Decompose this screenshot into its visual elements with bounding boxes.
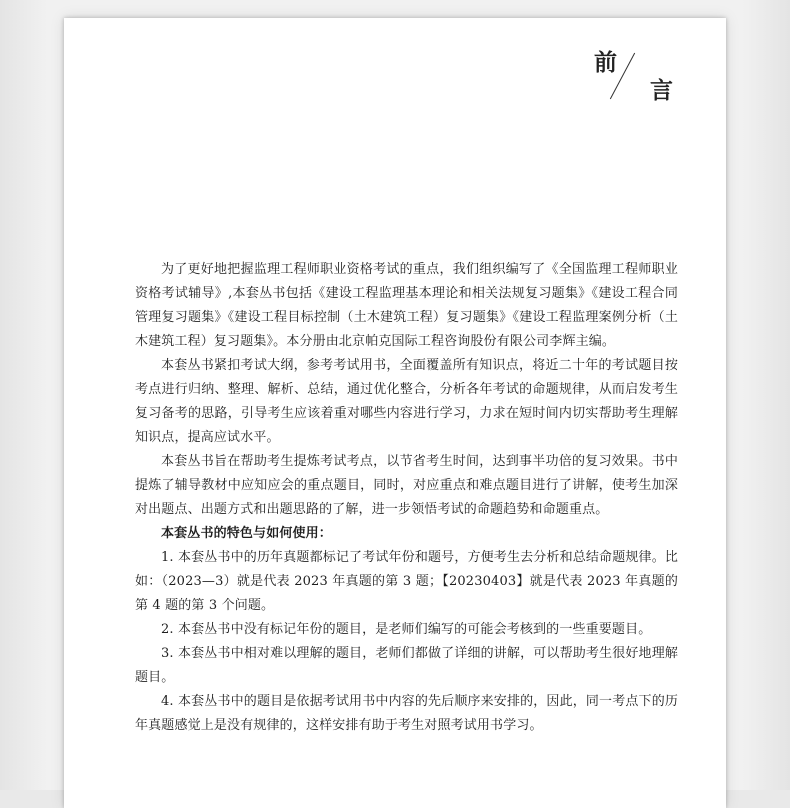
feature-item-2: 2. 本套丛书中没有标记年份的题目，是老师们编写的可能会考核到的一些重要题目。 — [161, 622, 652, 637]
feature-item-4: 4. 本套丛书中的题目是依据考试用书中内容的先后顺序来安排的，因此，同一考点下的历年真题感觉上是没有规律的，这样安排有助于考生对照考试用书学习。 — [135, 694, 678, 733]
features-subheading: 本套丛书的特色与如何使用： — [161, 526, 332, 541]
paragraph-intro: 为了更好地把握监理工程师职业资格考试的重点，我们组织编写了《全国监理工程师职业资格考试辅导》,本套丛书包括《建设工程监理基本理论和相关法规复习题集》《建设工程合同管理复习题集》《建设工程目标控制（土木建筑工程）复习题集》《建设工程监理案例分析（土木建筑工程）复习题集》。本分册由北京帕克国际工程咨询股份有限公司李辉主编。 — [135, 262, 678, 349]
feature-item-3: 3. 本套丛书中相对难以理解的题目，老师们都做了详细的讲解，可以帮助考生很好地理解题目。 — [135, 646, 678, 685]
preface-heading — [584, 48, 684, 108]
feature-item-1: 1. 本套丛书中的历年真题都标记了考试年份和题号，方便考生去分析和总结命题规律。比如：（2023—3）就是代表 2023 年真题的第 3 题；【20230403】就是代表 2023 年真题的第 4 题的第 3 个问题。 — [135, 550, 678, 613]
document-page — [64, 18, 726, 808]
heading-char-qian: 前 — [594, 49, 617, 76]
paragraph-coverage: 本套丛书紧扣考试大纲，参考考试用书，全面覆盖所有知识点，将近二十年的考试题目按考点进行归纳、整理、解析、总结，通过优化整合，分析各年考试的命题规律，从而启发考生复习备考的思路，引导考生应该着重对哪些内容进行学习，力求在短时间内切实帮助考生理解知识点，提高应试水平。 — [135, 358, 678, 445]
paragraph-purpose: 本套丛书旨在帮助考生提炼考试考点，以节省考生时间，达到事半功倍的复习效果。书中提炼了辅导教材中应知应会的重点题目，同时，对应重点和难点题目进行了讲解，使考生加深对出题点、出题方式和出题思路的了解，进一步领悟考试的命题趋势和命题重点。 — [135, 454, 678, 517]
preface-body — [135, 258, 678, 738]
heading-char-yan: 言 — [650, 77, 673, 104]
